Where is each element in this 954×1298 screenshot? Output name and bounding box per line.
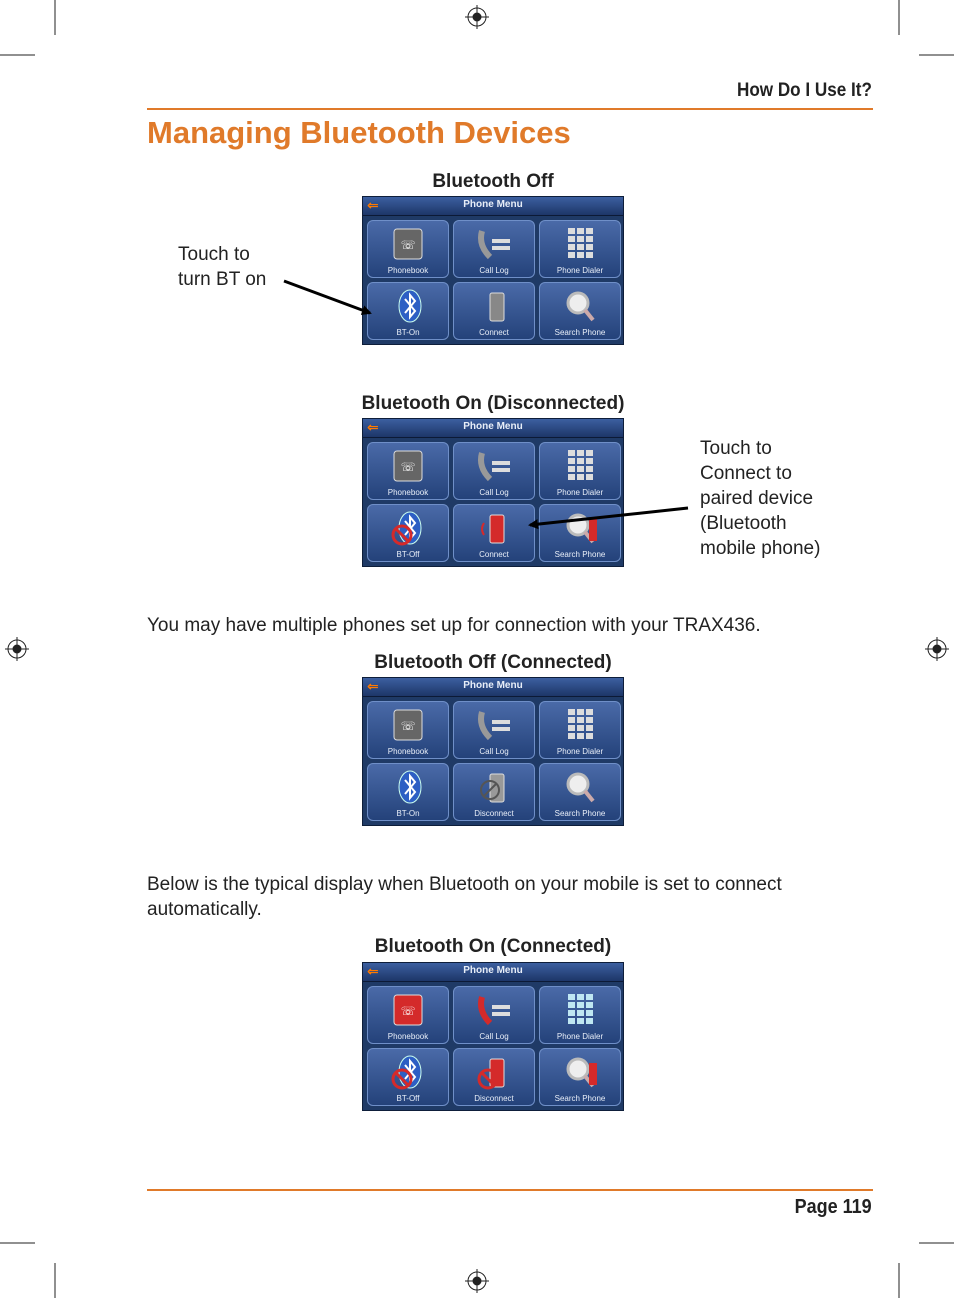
search-phone-icon xyxy=(560,768,600,806)
svg-text:☏: ☏ xyxy=(400,1004,416,1018)
tile-label: Search Phone xyxy=(554,1094,606,1103)
tile-label: Connect xyxy=(479,328,509,337)
tile-label: BT-Off xyxy=(396,1094,420,1103)
menu-tile-button[interactable] xyxy=(539,701,621,759)
tile-label: Phonebook xyxy=(387,747,429,756)
paragraph-auto-connect: Below is the typical display when Bluetooth on your mobile is set to connect automatically. xyxy=(147,874,782,920)
arrow-to-bt-on xyxy=(284,281,370,313)
tile-label: Phone Dialer xyxy=(556,747,604,756)
menu-tile-button[interactable] xyxy=(453,986,535,1044)
tile-label: Search Phone xyxy=(554,328,606,337)
menu-title: Phone Menu xyxy=(463,199,523,210)
tile-label: Phonebook xyxy=(387,488,429,497)
phone-menu-screenshot xyxy=(362,962,624,1111)
back-arrow-icon[interactable]: ⇐ xyxy=(367,419,379,435)
tile-label: Search Phone xyxy=(554,809,606,818)
tile-label: Phone Dialer xyxy=(556,488,604,497)
running-header: How Do I Use It? xyxy=(737,80,872,101)
tile-label: Phone Dialer xyxy=(556,266,604,275)
connect-icon xyxy=(474,768,514,806)
phone-dialer-icon xyxy=(560,991,600,1029)
menu-tile-button[interactable] xyxy=(539,763,621,821)
tile-label: Disconnect xyxy=(474,1094,514,1103)
call-log-icon xyxy=(474,991,514,1029)
svg-text:☏: ☏ xyxy=(400,719,416,733)
page-title: Managing Bluetooth Devices xyxy=(147,115,571,150)
menu-title-bar xyxy=(363,963,623,982)
tile-label: Disconnect xyxy=(474,809,514,818)
tile-label: Call Log xyxy=(479,1032,509,1041)
phone-menu-screenshot xyxy=(362,677,624,826)
menu-tile-button[interactable] xyxy=(367,701,449,759)
menu-tile-button[interactable] xyxy=(453,701,535,759)
menu-title: Phone Menu xyxy=(463,965,523,976)
page-number: Page 119 xyxy=(794,1196,872,1218)
tile-label: BT-On xyxy=(396,809,420,818)
bluetooth-icon xyxy=(388,1053,428,1091)
tile-label: Call Log xyxy=(479,747,509,756)
tile-label: Call Log xyxy=(479,488,509,497)
caption-bluetooth-off-connected: Bluetooth Off (Connected) xyxy=(374,652,612,673)
menu-tile-button[interactable] xyxy=(453,1048,535,1106)
tile-label: Phonebook xyxy=(387,266,429,275)
callout-connect: Touch to Connect to paired device (Bluetooth mobile phone) xyxy=(700,438,821,559)
tile-label: Search Phone xyxy=(554,550,606,559)
phonebook-icon xyxy=(388,991,428,1029)
tile-label: Phonebook xyxy=(387,1032,429,1041)
back-arrow-icon[interactable]: ⇐ xyxy=(367,197,379,213)
back-arrow-icon[interactable]: ⇐ xyxy=(367,678,379,694)
menu-tile-button[interactable] xyxy=(453,763,535,821)
tile-label: BT-Off xyxy=(396,550,420,559)
call-log-icon xyxy=(474,706,514,744)
bluetooth-icon xyxy=(388,768,428,806)
caption-bluetooth-on-disconnected: Bluetooth On (Disconnected) xyxy=(361,393,625,414)
arrow-to-connect xyxy=(530,508,688,525)
svg-text:☏: ☏ xyxy=(400,238,416,252)
tile-label: BT-On xyxy=(396,328,420,337)
menu-title-bar xyxy=(363,678,623,697)
menu-title: Phone Menu xyxy=(463,421,523,432)
footer-rule xyxy=(147,1189,873,1191)
tile-label: Connect xyxy=(479,550,509,559)
caption-bluetooth-on-connected: Bluetooth On (Connected) xyxy=(374,936,612,957)
phonebook-icon xyxy=(388,706,428,744)
tile-label: Call Log xyxy=(479,266,509,275)
menu-tile-button[interactable] xyxy=(539,986,621,1044)
svg-text:☏: ☏ xyxy=(400,460,416,474)
menu-tile-button[interactable] xyxy=(367,763,449,821)
search-phone-icon xyxy=(560,1053,600,1091)
menu-tile-button[interactable] xyxy=(367,986,449,1044)
back-arrow-icon[interactable]: ⇐ xyxy=(367,963,379,979)
connect-icon xyxy=(474,1053,514,1091)
tile-label: Phone Dialer xyxy=(556,1032,604,1041)
caption-bluetooth-off: Bluetooth Off xyxy=(432,171,554,192)
menu-tile-button[interactable] xyxy=(539,1048,621,1106)
phone-dialer-icon xyxy=(560,706,600,744)
menu-title: Phone Menu xyxy=(463,680,523,691)
callout-turn-bt-on: Touch to turn BT on xyxy=(178,244,267,290)
paragraph-multiple-phones: You may have multiple phones set up for connection with your TRAX436. xyxy=(147,615,761,636)
menu-tile-button[interactable] xyxy=(367,1048,449,1106)
